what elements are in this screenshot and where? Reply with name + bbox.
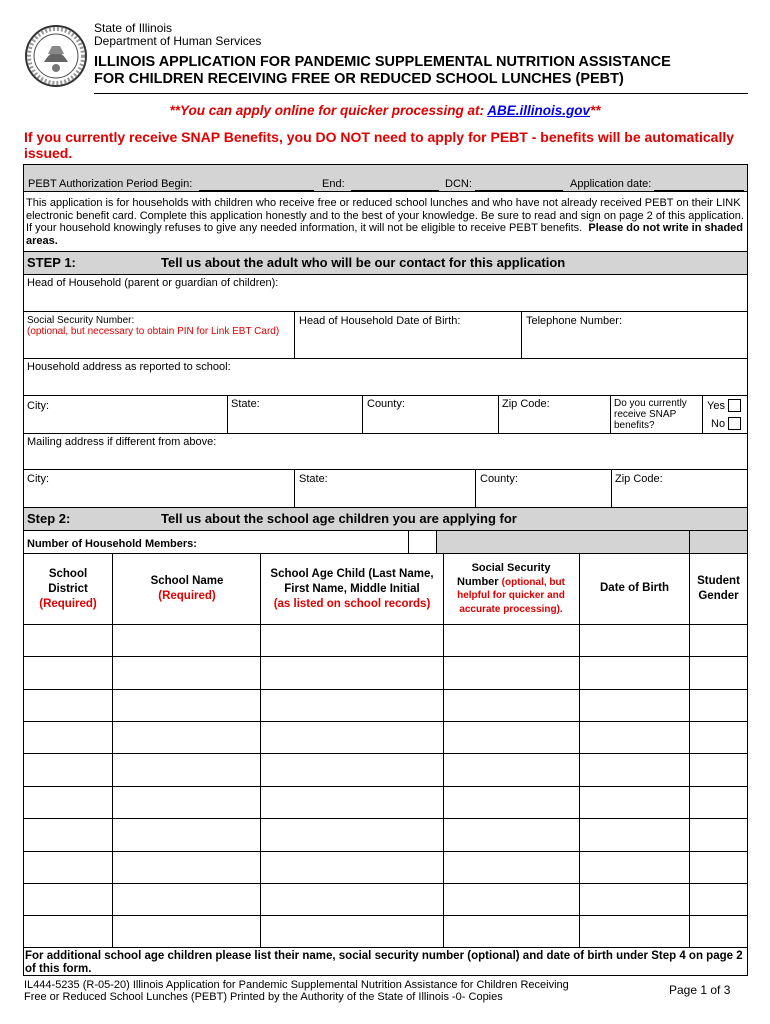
page-number: Page 1 of 3	[669, 983, 731, 997]
head-of-household-label: Head of Household (parent or guardian of children):	[27, 277, 279, 289]
household-address-label: Household address as reported to school:	[27, 361, 231, 373]
city-label: City:	[27, 400, 49, 412]
intro-text	[26, 197, 744, 247]
form-footer	[24, 979, 664, 1003]
ssn-label: Social Security Number:	[27, 315, 135, 326]
col-ssn-line4: accurate processing).	[459, 603, 563, 615]
intro-bold: Please do not write in shaded areas.	[26, 222, 744, 247]
agency-name	[94, 22, 261, 48]
dob-label: Head of Household Date of Birth:	[299, 315, 461, 327]
mailing-address-label: Mailing address if different from above:	[27, 436, 217, 448]
title-line-2: FOR CHILDREN RECEIVING FREE OR REDUCED SCHOOL LUNCHES (PEBT)	[94, 71, 624, 87]
application-form	[23, 164, 748, 976]
form-title	[94, 54, 754, 88]
additional-children-note: For additional school age children please list their name, social security number (optional) and date of birth under Step 4 on page 2 of this form.	[25, 950, 743, 975]
table-row[interactable]	[24, 947, 747, 948]
agency-line-2: Department of Human Services	[94, 34, 262, 48]
illinois-state-seal	[24, 24, 88, 88]
phone-label: Telephone Number:	[526, 315, 623, 327]
mailing-state-label: State:	[299, 473, 328, 485]
col-gender-line1: Student	[697, 575, 740, 587]
title-divider	[94, 93, 748, 94]
col-ssn-line3: helpful for quicker and	[457, 590, 565, 601]
ssn-note: (optional, but necessary to obtain PIN for Link EBT Card)	[27, 326, 280, 337]
household-members-label: Number of Household Members:	[27, 538, 197, 550]
app-date-label: Application date:	[570, 178, 652, 190]
mailing-zip-label: Zip Code:	[615, 473, 663, 485]
col-district-line1: School	[48, 568, 88, 580]
col-school-required: (Required)	[158, 590, 216, 602]
snap-notice: If you currently receive SNAP Benefits, you DO NOT need to apply for PEBT - benefits will be automatically issued.	[24, 129, 735, 161]
title-line-1: ILLINOIS APPLICATION FOR PANDEMIC SUPPLEMENTAL NUTRITION ASSISTANCE	[94, 54, 671, 70]
step1-heading: Tell us about the adult who will be our contact for this application	[161, 255, 566, 270]
col-child-name	[260, 567, 444, 612]
period-begin-label: PEBT Authorization Period Begin:	[28, 178, 193, 190]
table-row[interactable]	[24, 786, 747, 787]
col-district-required: (Required)	[39, 598, 97, 610]
online-prefix: **You can apply online for quicker processing at:	[169, 103, 488, 118]
col-district-line2: District	[48, 583, 88, 595]
yes-label: Yes	[707, 400, 725, 412]
col-ssn	[443, 562, 579, 616]
col-ssn-line2: Number	[457, 575, 499, 588]
mailing-county-label: County:	[480, 473, 518, 485]
mailing-city-label: City:	[27, 473, 49, 485]
state-label: State:	[231, 398, 260, 410]
col-gender-line2: Gender	[698, 590, 739, 602]
end-label: End:	[322, 178, 345, 190]
col-school-line1: School Name	[150, 575, 224, 587]
table-row[interactable]	[24, 818, 747, 819]
snap-no-checkbox[interactable]	[728, 417, 741, 430]
table-row[interactable]	[24, 689, 747, 690]
no-label: No	[711, 418, 726, 430]
col-ssn-line1: Social Security	[471, 562, 551, 574]
col-school-district	[24, 567, 112, 612]
table-row[interactable]	[24, 915, 747, 916]
members-shade	[437, 531, 747, 553]
county-label: County:	[367, 398, 405, 410]
online-apply-notice	[0, 103, 770, 118]
footer-line-2: Free or Reduced School Lunches (PEBT) Printed by the Authority of the State of Illinois -0- Copies	[24, 991, 503, 1003]
table-row[interactable]	[24, 753, 747, 754]
col-school-name	[113, 574, 261, 604]
table-row[interactable]	[24, 721, 747, 722]
col-child-line3: (as listed on school records)	[273, 598, 431, 610]
col-ssn-optional: (optional, but	[501, 576, 565, 588]
col-child-line1: School Age Child (Last Name,	[270, 568, 434, 580]
step2-heading: Tell us about the school age children you are applying for	[161, 511, 517, 526]
table-row[interactable]	[24, 883, 747, 884]
col-dob: Date of Birth	[600, 582, 669, 594]
table-row[interactable]	[24, 656, 747, 657]
zip-label: Zip Code:	[502, 398, 550, 410]
abe-link[interactable]: ABE.illinois.gov	[487, 103, 591, 118]
snap-question: Do you currently receive SNAP benefits?	[614, 398, 687, 431]
footer-line-1: IL444-5235 (R-05-20) Illinois Application for Pandemic Supplemental Nutrition Assistance for Children Receiving	[24, 979, 569, 991]
col-gender	[690, 574, 747, 604]
snap-yes-checkbox[interactable]	[728, 399, 741, 412]
intro-body: This application is for households with children who receive free or reduced school lunches and who have not already received PEBT on their LINK electronic benefit card. Complete this application honestly and to the best of your knowledge. Be sure to read and sign on page 2 of this application. If your household knowingly refuses to give any needed information, it will not be eligible to receive PEBT benefits.	[26, 197, 744, 234]
dcn-label: DCN:	[445, 178, 472, 190]
step2-label: Step 2:	[27, 511, 71, 526]
table-row[interactable]	[24, 851, 747, 852]
step1-label: STEP 1:	[27, 255, 76, 270]
col-child-line2: First Name, Middle Initial	[284, 583, 420, 595]
agency-line-1: State of Illinois	[94, 21, 173, 35]
online-suffix: **	[590, 103, 601, 118]
